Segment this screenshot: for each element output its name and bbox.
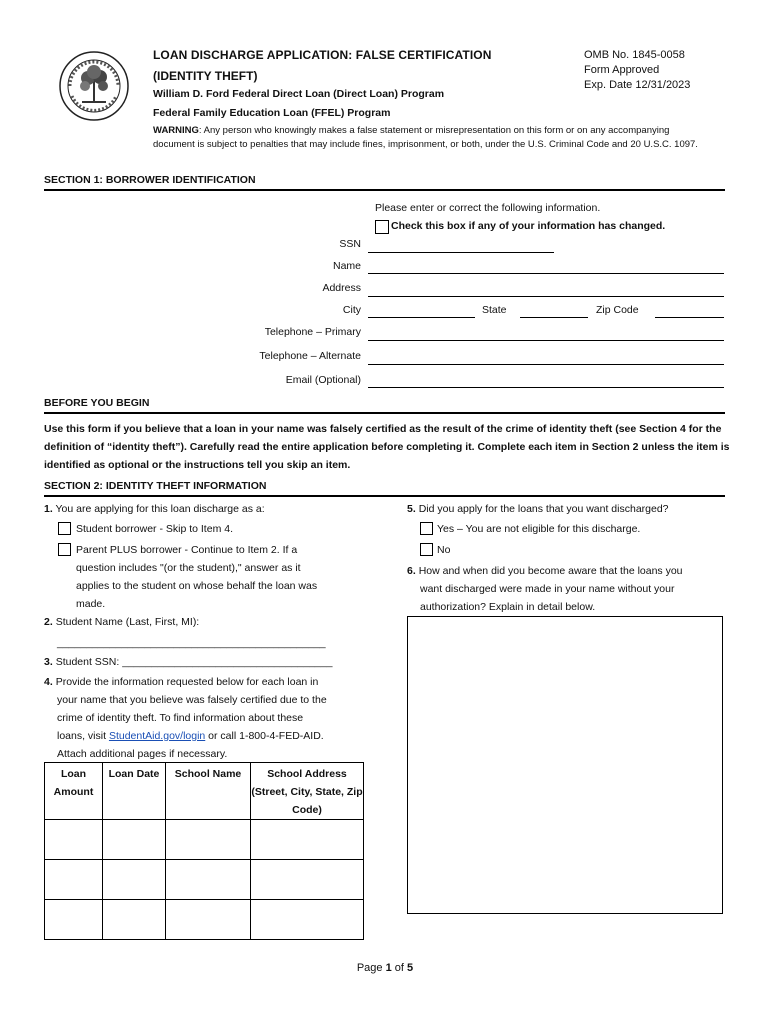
state-field[interactable]	[520, 317, 588, 318]
student-name-field[interactable]: ______________________________________________	[57, 637, 326, 649]
section1-rule	[44, 189, 725, 191]
item6-line3: authorization? Explain in detail below.	[420, 601, 596, 613]
item4-line4-post: or call 1-800-4-FED-AID.	[205, 730, 324, 742]
page-mid: of	[391, 962, 408, 974]
school-address-cell[interactable]	[251, 820, 364, 860]
zip-label: Zip Code	[596, 304, 639, 316]
item4-line1	[44, 673, 318, 691]
loan-amount-cell[interactable]	[45, 900, 103, 940]
table-row	[45, 860, 364, 900]
form-title: LOAN DISCHARGE APPLICATION: FALSE CERTIFICATION	[153, 48, 492, 62]
phone-alternate-label: Telephone – Alternate	[259, 350, 361, 362]
item3-question[interactable]	[44, 653, 332, 671]
section2-rule	[44, 495, 725, 497]
item3-number: 3.	[44, 656, 53, 668]
item5-question	[407, 500, 669, 518]
item1-text: You are applying for this loan discharge as a:	[55, 503, 265, 515]
warning-notice	[153, 124, 713, 152]
school-name-cell[interactable]	[166, 900, 251, 940]
phone-alternate-field[interactable]	[368, 364, 724, 365]
name-field[interactable]	[368, 273, 724, 274]
header-loan-date: Loan Date	[103, 763, 166, 820]
loan-table	[44, 762, 364, 940]
before-heading: BEFORE YOU BEGIN	[44, 397, 150, 409]
loan-amount-cell[interactable]	[45, 820, 103, 860]
warning-label: WARNING	[153, 125, 199, 136]
explanation-textarea[interactable]	[407, 616, 723, 914]
state-label: State	[482, 304, 507, 316]
parent-plus-label-3: applies to the student on whose behalf the loan was	[76, 580, 318, 592]
item6-number: 6.	[407, 565, 416, 577]
info-changed-checkbox[interactable]	[375, 220, 389, 234]
item4-line2: your name that you believe was falsely certified due to the	[57, 694, 327, 706]
city-label: City	[342, 304, 361, 316]
header-school-address: School Address (Street, City, State, Zip Code)	[251, 763, 364, 820]
parent-plus-checkbox[interactable]	[58, 543, 71, 556]
studentaid-login-link[interactable]: StudentAid.gov/login	[108, 730, 206, 742]
table-row	[45, 820, 364, 860]
school-address-cell[interactable]	[251, 900, 364, 940]
student-borrower-checkbox[interactable]	[58, 522, 71, 535]
warning-text: : Any person who knowingly makes a false statement or misrepresentation on this form or on any accompanying document is subject to penalties that may include fines, imprisonment, or both, under the U.S. Criminal Code and 20 U.S.C. 1097.	[153, 125, 698, 150]
school-name-cell[interactable]	[166, 860, 251, 900]
parent-plus-label-4: made.	[76, 598, 106, 610]
name-label: Name	[332, 260, 361, 272]
school-address-cell[interactable]	[251, 860, 364, 900]
applied-no-label: No	[437, 544, 451, 556]
item6-text-1: How and when did you become aware that the loans you	[418, 565, 683, 577]
loan-amount-cell[interactable]	[45, 860, 103, 900]
parent-plus-label-1: Parent PLUS borrower - Continue to Item 2. If a	[76, 544, 298, 556]
page-prefix: Page	[356, 962, 386, 974]
section2-heading: SECTION 2: IDENTITY THEFT INFORMATION	[44, 480, 267, 492]
header-loan-amount: Loan Amount	[45, 763, 103, 820]
before-rule	[44, 412, 725, 414]
department-seal-logo	[58, 50, 130, 122]
item6-line1	[407, 562, 683, 580]
item4-text-1: Provide the information requested below for each loan in	[55, 676, 319, 688]
parent-plus-label-2: question includes "(or the student)," answer as it	[76, 562, 301, 574]
loan-date-cell[interactable]	[103, 820, 166, 860]
item2-number: 2.	[44, 616, 53, 628]
header-school-name: School Name	[166, 763, 251, 820]
item2-question	[44, 613, 199, 631]
form-approved: Form Approved	[584, 64, 660, 76]
ssn-label: SSN	[339, 238, 361, 250]
applied-yes-checkbox[interactable]	[420, 522, 433, 535]
omb-info	[584, 48, 690, 93]
zip-field[interactable]	[655, 317, 724, 318]
item4-line5: Attach additional pages if necessary.	[57, 748, 228, 760]
address-field[interactable]	[368, 296, 724, 297]
form-subtitle: (IDENTITY THEFT)	[153, 69, 258, 83]
program-direct-loan: William D. Ford Federal Direct Loan (Direct Loan) Program	[153, 88, 445, 100]
applied-no-checkbox[interactable]	[420, 543, 433, 556]
phone-primary-label: Telephone – Primary	[264, 326, 361, 338]
program-ffel: Federal Family Education Loan (FFEL) Program	[153, 107, 391, 119]
item4-line4-pre: loans, visit	[57, 730, 109, 742]
before-text: Use this form if you believe that a loan in your name was falsely certified as the result of the crime of identity theft (see Section 4 for the definition of “identity theft”). Carefully read the entire application before completing it. Complete each item in Section 2 unless the item is identified as optional or the instructions tell you skip an item.	[44, 423, 730, 471]
email-field[interactable]	[368, 387, 724, 388]
page-number	[0, 962, 770, 974]
omb-number: OMB No. 1845-0058	[584, 49, 685, 61]
student-ssn-field[interactable]: Student SSN: ____________________________________	[55, 656, 333, 668]
expiration-date: Exp. Date 12/31/2023	[584, 79, 691, 91]
item4-line3: crime of identity theft. To find information about these	[57, 712, 304, 724]
ssn-field[interactable]	[368, 252, 554, 253]
loan-date-cell[interactable]	[103, 860, 166, 900]
applied-yes-label: Yes – You are not eligible for this discharge.	[437, 523, 641, 535]
section1-heading: SECTION 1: BORROWER IDENTIFICATION	[44, 174, 256, 186]
item5-number: 5.	[407, 503, 416, 515]
item6-line2: want discharged were made in your name without your	[420, 583, 675, 595]
page-current: 1	[385, 962, 392, 974]
city-field[interactable]	[368, 317, 475, 318]
loan-date-cell[interactable]	[103, 900, 166, 940]
student-borrower-label: Student borrower - Skip to Item 4.	[76, 523, 233, 535]
table-row	[45, 900, 364, 940]
phone-primary-field[interactable]	[368, 340, 724, 341]
item2-text: Student Name (Last, First, MI):	[55, 616, 200, 628]
page-total: 5	[407, 962, 414, 974]
item1-number: 1.	[44, 503, 53, 515]
school-name-cell[interactable]	[166, 820, 251, 860]
item5-text: Did you apply for the loans that you want discharged?	[418, 503, 669, 515]
email-label: Email (Optional)	[285, 374, 361, 386]
item4-line4	[57, 727, 324, 745]
address-label: Address	[322, 282, 361, 294]
info-changed-label: Check this box if any of your information has changed.	[391, 220, 666, 232]
item4-number: 4.	[44, 676, 53, 688]
section1-instruction: Please enter or correct the following information.	[375, 202, 601, 214]
item1-question	[44, 500, 265, 518]
